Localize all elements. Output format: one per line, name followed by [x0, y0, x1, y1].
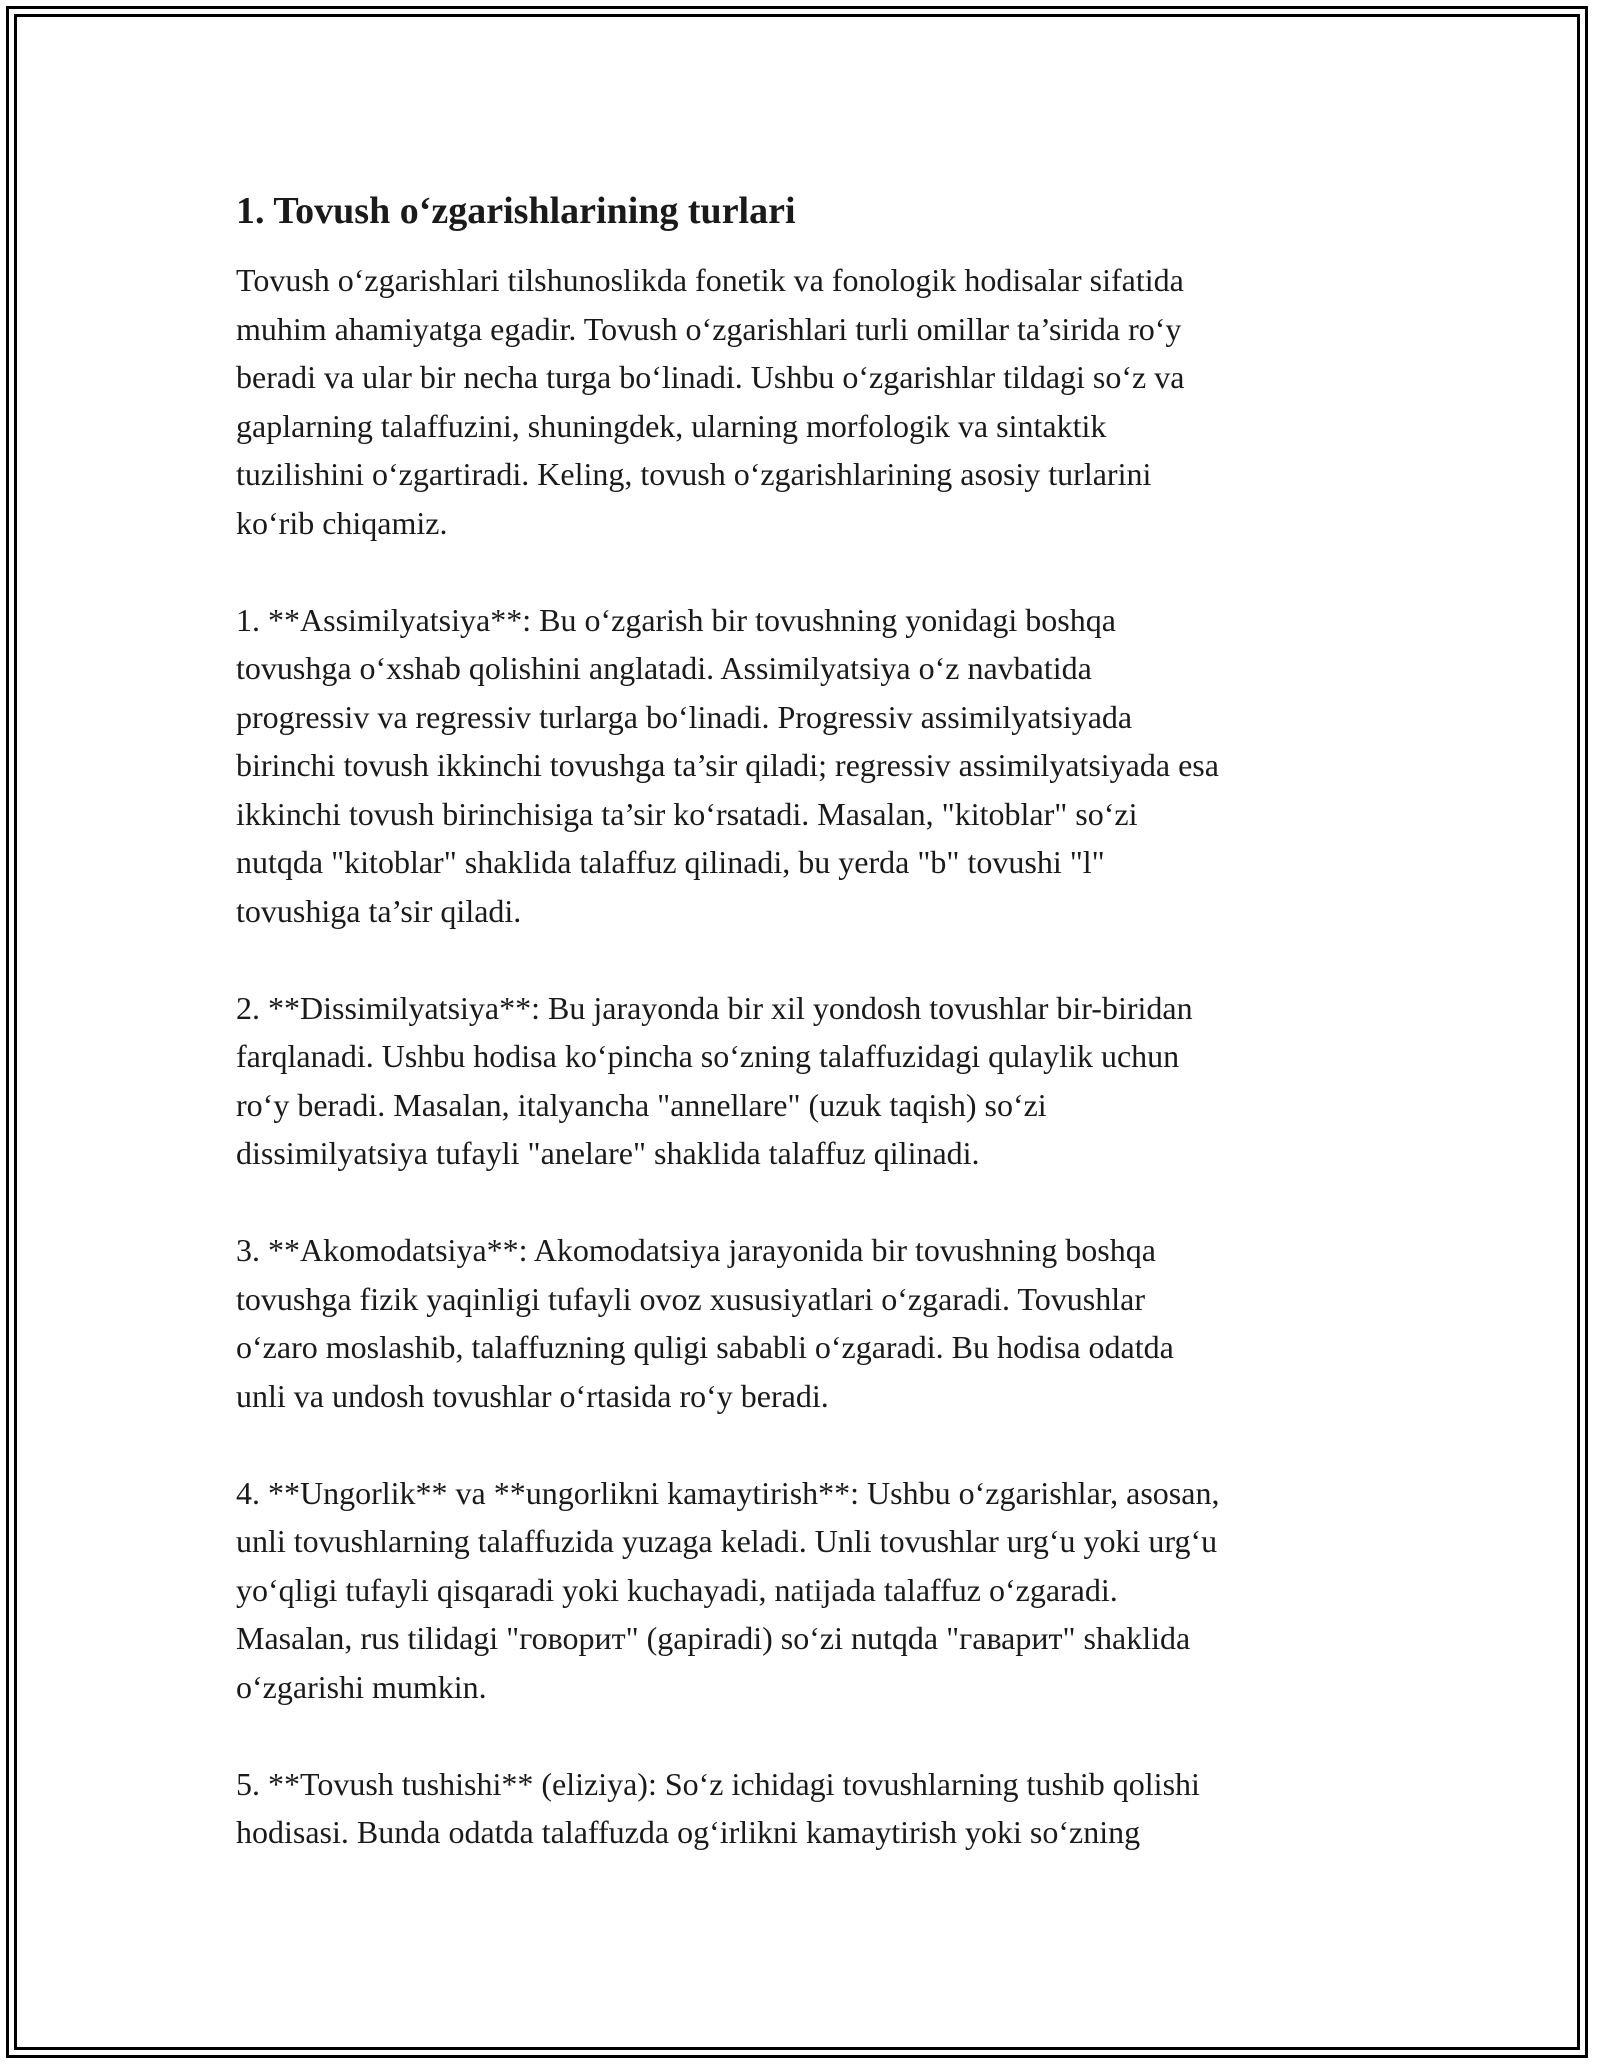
text-line: muhim ahamiyatga egadir. Tovush o‘zgarishlari turli omillar ta’sirida ro‘y — [236, 310, 1182, 347]
text-line: gaplarning talaffuzini, shuningdek, ularning morfologik va sintaktik — [236, 407, 1107, 444]
text-line: 5. **Tovush tushishi** (eliziya): So‘z ichidagi tovushlarning tushib qolishi — [236, 1765, 1200, 1802]
text-line: tuzilishini o‘zgartiradi. Keling, tovush o‘zgarishlarining asosiy turlarini — [236, 456, 1152, 492]
text-line: 4. **Ungorlik** va **ungorlikni kamaytirish**: Ushbu o‘zgarishlar, asosan, — [236, 1474, 1220, 1511]
dissimilation-paragraph — [236, 984, 1396, 1178]
text-line: 2. **Dissimilyatsiya**: Bu jarayonda bir xil yondosh tovushlar bir-biridan — [236, 989, 1193, 1026]
text-line: birinchi tovush ikkinchi tovushga ta’sir qiladi; regressiv assimilyatsiyada esa — [236, 747, 1219, 783]
section-heading: 1. Tovush o‘zgarishlarining turlari — [236, 190, 796, 232]
accommodation-paragraph — [236, 1226, 1396, 1420]
elision-paragraph — [236, 1760, 1396, 1857]
document-body — [236, 186, 1396, 1905]
text-line: ko‘rib chiqamiz. — [236, 504, 448, 541]
text-line: Tovush o‘zgarishlari tilshunoslikda fonetik va fonologik hodisalar sifatida — [236, 262, 1184, 298]
text-line: o‘zaro moslashib, talaffuzning quligi sababli o‘zgaradi. Bu hodisa odatda — [236, 1329, 1174, 1365]
text-line: dissimilyatsiya tufayli "anelare" shaklida talaffuz qilinadi. — [236, 1135, 980, 1171]
text-line: tovushiga ta’sir qiladi. — [236, 892, 522, 929]
assimilation-paragraph — [236, 596, 1396, 936]
text-line: unli tovushlarning talaffuzida yuzaga keladi. Unli tovushlar urg‘u yoki urg‘u — [236, 1523, 1218, 1559]
text-line: Masalan, rus tilidagi "говорит" (gapiradi) so‘zi nutqda "гаварит" shaklida — [236, 1620, 1191, 1656]
text-line: nutqda "kitoblar" shaklida talaffuz qilinadi, bu yerda "b" tovushi "l" — [236, 844, 1105, 880]
text-line: hodisasi. Bunda odatda talaffuzda og‘irlikni kamaytirish yoki so‘zning — [236, 1814, 1141, 1850]
intro-paragraph — [236, 256, 1396, 547]
text-line: ikkinchi tovush birinchisiga ta’sir ko‘rsatadi. Masalan, "kitoblar" so‘zi — [236, 795, 1138, 832]
text-line: tovushga o‘xshab qolishini anglatadi. Assimilyatsiya o‘z navbatida — [236, 650, 1092, 686]
text-line: 1. **Assimilyatsiya**: Bu o‘zgarish bir tovushning yonidagi boshqa — [236, 601, 1116, 638]
text-line: unli va undosh tovushlar o‘rtasida ro‘y beradi. — [236, 1377, 829, 1414]
text-line: progressiv va regressiv turlarga bo‘linadi. Progressiv assimilyatsiyada — [236, 698, 1133, 735]
vowel-reduction-paragraph — [236, 1469, 1396, 1712]
text-line: ro‘y beradi. Masalan, italyancha "annellare" (uzuk taqish) so‘zi — [236, 1086, 1047, 1123]
text-line: yo‘qligi tufayli qisqaradi yoki kuchayadi, natijada talaffuz o‘zgaradi. — [236, 1571, 1118, 1608]
text-line: 3. **Akomodatsiya**: Akomodatsiya jarayonida bir tovushning boshqa — [236, 1232, 1156, 1268]
text-line: tovushga fizik yaqinligi tufayli ovoz xususiyatlari o‘zgaradi. Tovushlar — [236, 1280, 1145, 1317]
text-line: farqlanadi. Ushbu hodisa ko‘pincha so‘zning talaffuzidagi qulaylik uchun — [236, 1038, 1180, 1074]
text-line: o‘zgarishi mumkin. — [236, 1668, 487, 1705]
text-line: beradi va ular bir necha turga bo‘linadi. Ushbu o‘zgarishlar tildagi so‘z va — [236, 359, 1185, 395]
